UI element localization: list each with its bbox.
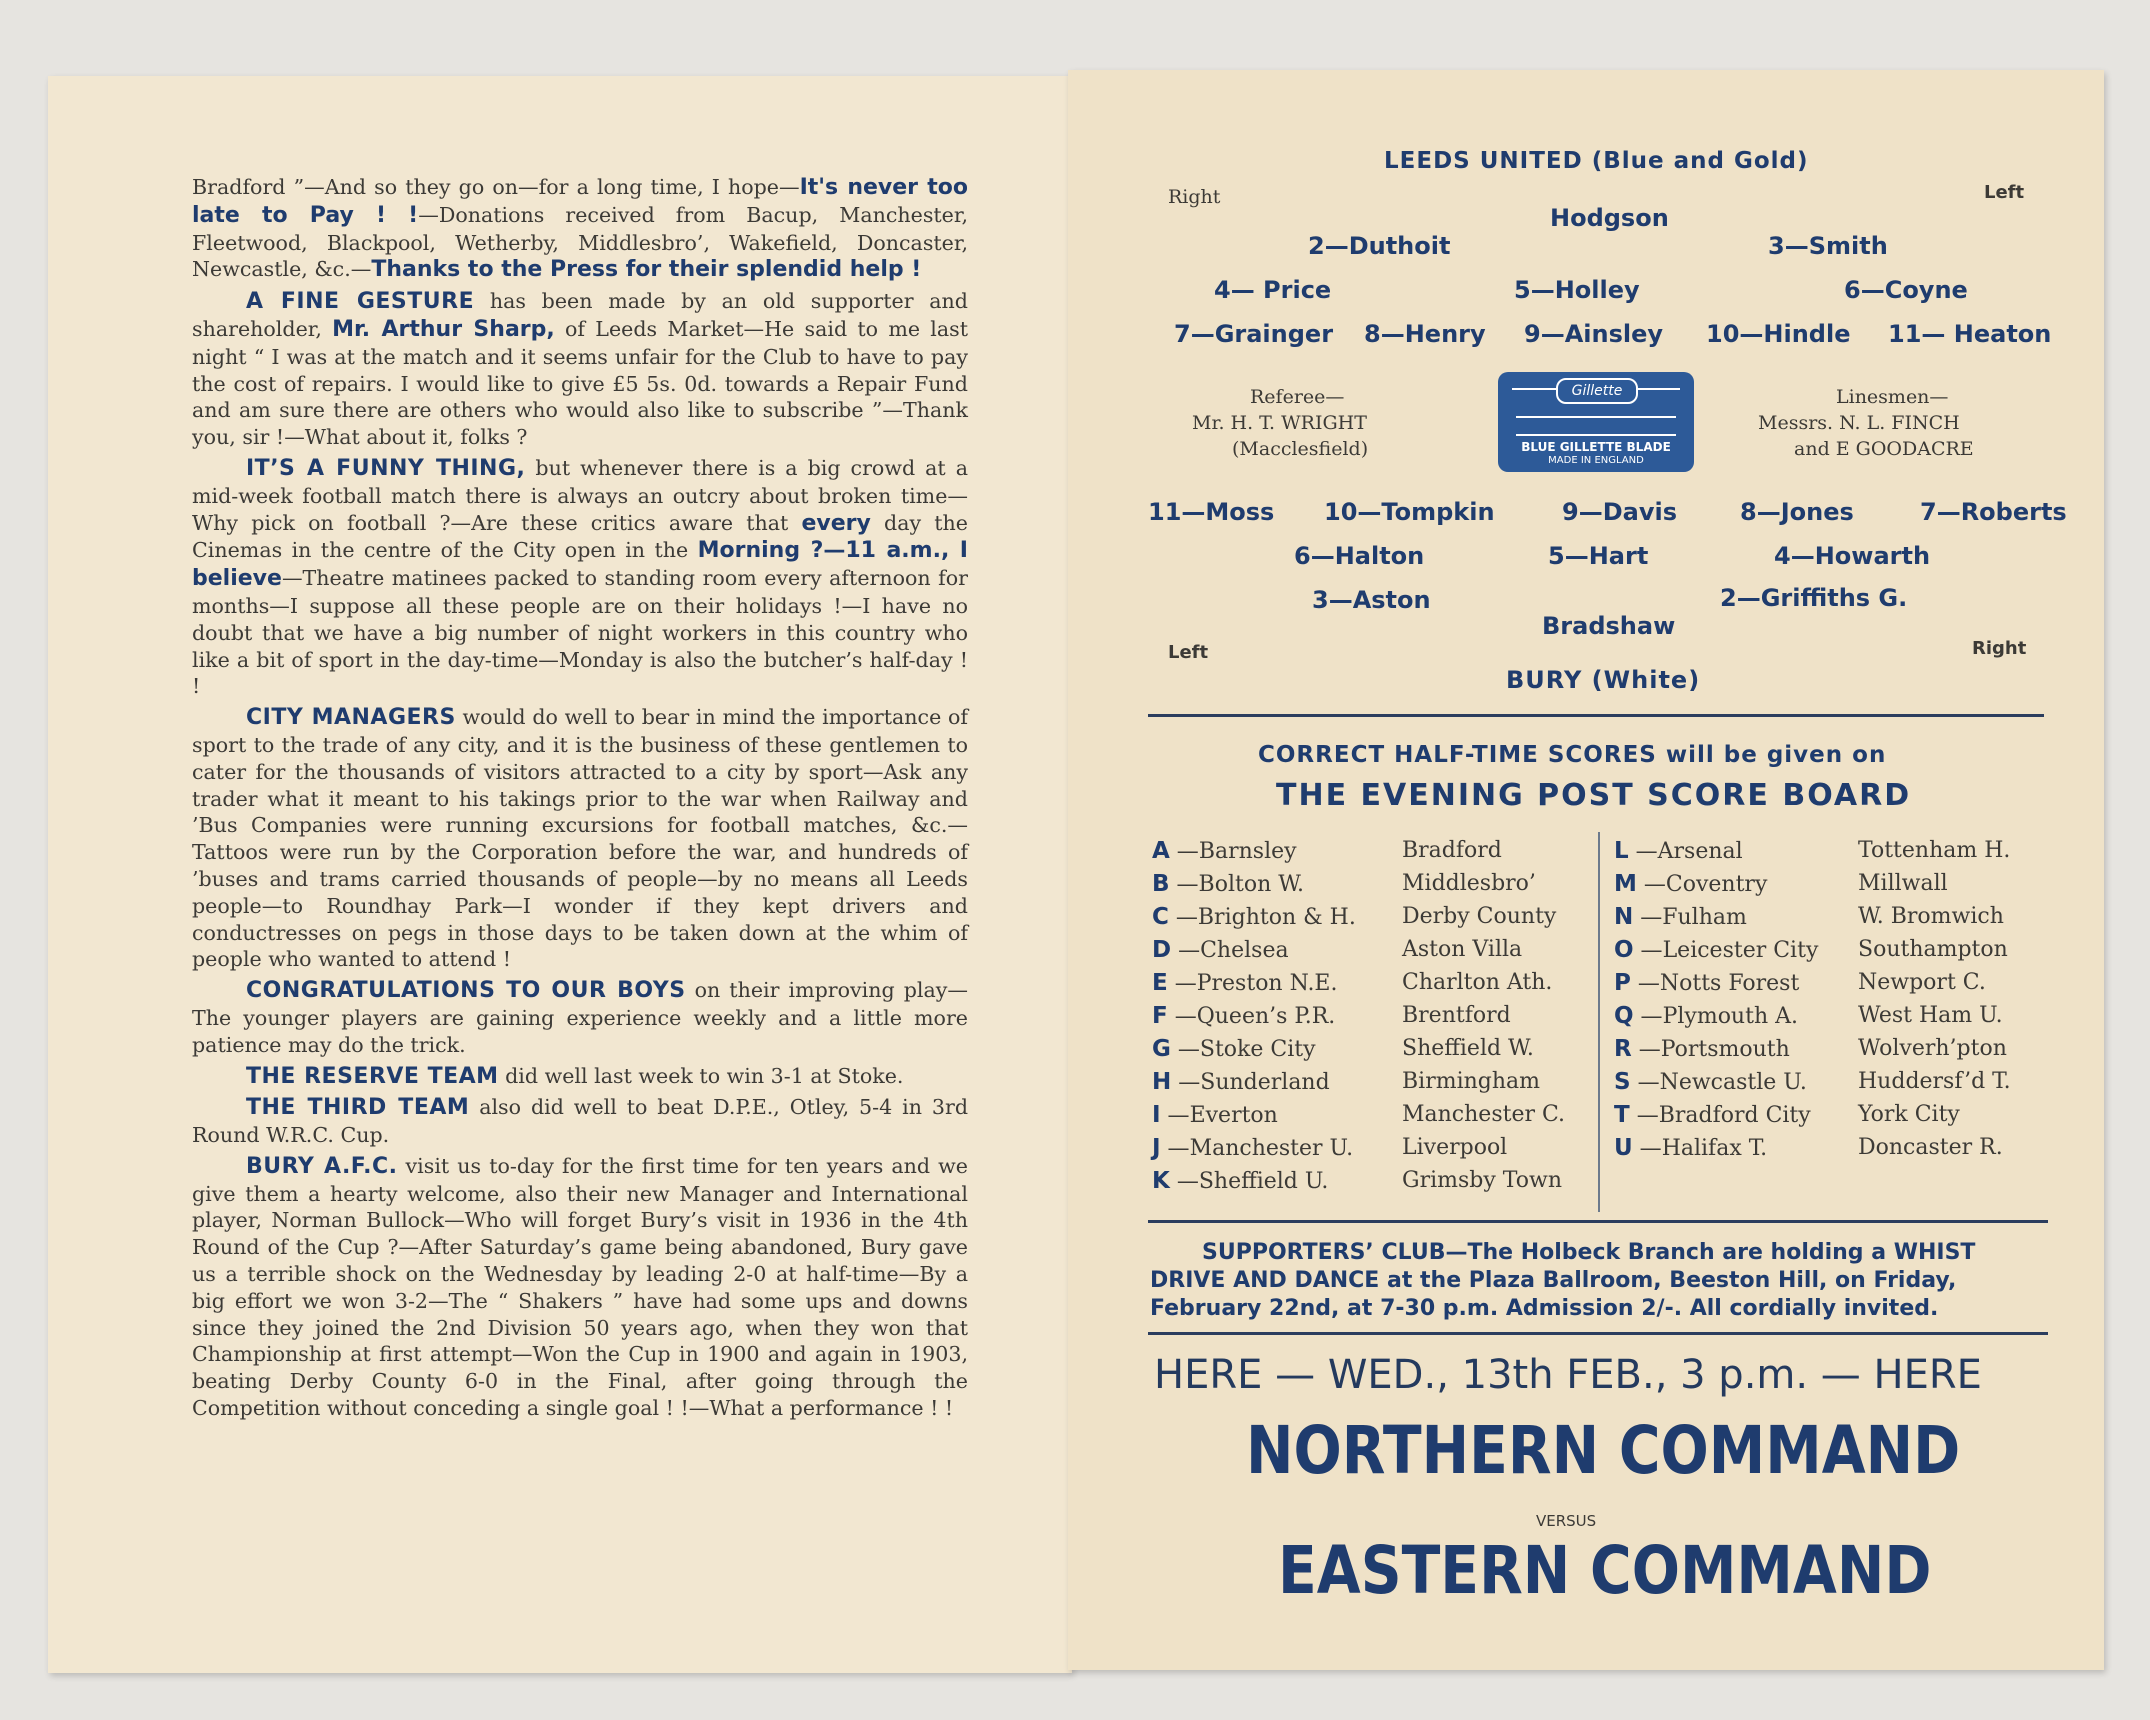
- fixture-dash: —: [1630, 971, 1660, 996]
- fixture-key: G: [1152, 1036, 1171, 1062]
- supporters-line-3: February 22nd, at 7-30 p.m. Admission 2/-. All cordially invited.: [1150, 1296, 1939, 1321]
- body-text: visit us to-day for the first time for ten years and we give them a hearty welcome, also their new Manager and International player, Norman Bullock—Who will forget Bury’s visit in 1936 in the 4th Round of the Cup ?—After Saturday’s game being abandoned, Bury gave us a terrible shock on the Wednesday by leading 2-0 at half-time—By a big effort we won 3-2—The “ Shakers ” have had some ups and downs since they joined the 2nd Division 50 years ago, when they won that Championship at first attempt—Won the Cup in 1900 and again in 1903, beating Derby County 6-0 in the Final, after going through the Competition without conceding a single goal ! !—What a performance ! !: [192, 1153, 968, 1421]
- fixture-home-team: Notts Forest: [1659, 971, 1800, 996]
- fixture-home-team: Bolton W.: [1198, 872, 1304, 897]
- fixture-away-team: West Ham U.: [1858, 1003, 2003, 1028]
- fixture-dash: —: [1171, 938, 1201, 963]
- fixture-key: J: [1152, 1135, 1161, 1161]
- fixture-away-team: Brentford: [1402, 1003, 1511, 1028]
- fixture-home-team: Manchester U.: [1189, 1136, 1354, 1161]
- fixture-home: [1152, 1036, 1316, 1062]
- fixture-key: P: [1614, 970, 1631, 996]
- linesmen-line-1: Messrs. N. L. FINCH: [1758, 412, 1960, 434]
- fixture-dash: —: [1633, 1004, 1663, 1029]
- home-forward-7: 7—Grainger: [1174, 320, 1334, 348]
- home-half-4: 4— Price: [1214, 276, 1332, 304]
- divider-rule: [1148, 1220, 2048, 1223]
- fixture-home: [1614, 937, 1818, 963]
- body-text: would do well to bear in mind the importance of sport to the trade of any city, and it is the business of these gentlemen to cater for the thousands of visitors attracted to a city by sport—Ask any trader what it meant to his takings prior to the war when Railway and ’Bus Companies were running excursions for football matches, &c.—Tattoos were run by the Corporation before the war, and hundreds of ’buses and trams carried thousands of people—by no means all Leeds people—to Roundhay Park—I wonder if they kept drivers and conductresses on pegs in those days to be taken down at the whim of people who wanted to attend !: [192, 705, 968, 972]
- body-text: but whenever there is a big crowd at a mid-week football match there is always an outcry about broken time—Why pick on football ?—Are these critics aware that: [192, 455, 968, 535]
- away-back-2: 2—Griffiths G.: [1720, 584, 1908, 612]
- supporters-line-1: SUPPORTERS’ CLUB—The Holbeck Branch are holding a WHIST: [1202, 1240, 1976, 1265]
- fixture-home-team: Chelsea: [1200, 938, 1289, 963]
- fixture-away-team: Manchester C.: [1402, 1102, 1566, 1127]
- fixtures-column-divider: [1598, 832, 1600, 1212]
- left-page: [48, 76, 1072, 1673]
- section-heading: IT’S A FUNNY THING,: [246, 455, 526, 481]
- body-text: —Donations received from Bacup, Manchester, Fleetwood, Blackpool, Wetherby, Middlesbro’, Wakefield, Doncaster, Newcastle, &c.—: [192, 202, 968, 282]
- body-text: also did well to beat D.P.E., Otley, 5-4 in 3rd Round W.R.C. Cup.: [192, 1095, 969, 1148]
- fixture-away-team: Derby County: [1402, 904, 1557, 929]
- emphasis-text: Morning ?—11 a.m., I believe: [192, 538, 968, 592]
- fixture-away-team: Birmingham: [1402, 1069, 1541, 1094]
- fixture-team-2: EASTERN COMMAND: [1278, 1532, 1932, 1609]
- fixture-key: E: [1152, 970, 1168, 996]
- fixture-home: [1152, 1003, 1335, 1029]
- section-heading: BURY A.F.C.: [246, 1153, 398, 1179]
- away-goalkeeper: Bradshaw: [1542, 612, 1676, 640]
- body-text: has been made by an old supporter and shareholder,: [192, 289, 968, 341]
- away-forward-11: 11—Moss: [1148, 498, 1275, 526]
- away-half-5: 5—Hart: [1548, 542, 1649, 570]
- fixture-dash: —: [1168, 905, 1198, 930]
- fixture-away-team: Sheffield W.: [1402, 1036, 1534, 1061]
- away-back-3: 3—Aston: [1312, 586, 1431, 614]
- notes-paragraph: [192, 977, 968, 1058]
- fixture-dash: —: [1632, 1136, 1662, 1161]
- fixture-home: [1614, 871, 1767, 897]
- emphasis-text: every: [801, 510, 871, 536]
- fixture-home-team: Fulham: [1662, 905, 1747, 930]
- away-forward-10: 10—Tompkin: [1324, 498, 1495, 526]
- right-page: [1068, 70, 2104, 1670]
- fixture-away-team: Millwall: [1858, 871, 1948, 896]
- fixture-home-team: Bradford City: [1658, 1103, 1811, 1128]
- fixture-home-team: Brighton & H.: [1197, 905, 1356, 930]
- section-heading: CONGRATULATIONS TO OUR BOYS: [246, 978, 686, 1004]
- fixture-home: [1152, 1168, 1328, 1194]
- fixture-away-team: W. Bromwich: [1858, 904, 2004, 929]
- fixture-key: B: [1152, 871, 1170, 897]
- fixture-away-team: York City: [1858, 1102, 1960, 1127]
- fixture-dash: —: [1169, 839, 1199, 864]
- body-text: Bradford ”—And so they go on—for a long time, I hope—: [192, 175, 800, 199]
- fixture-key: C: [1152, 904, 1169, 930]
- gillette-logo: Gillette: [1556, 378, 1638, 404]
- body-text: of Leeds Market—He said to me last night “ I was at the match and it seems unfair for the Club to have to pay the cost of repairs. I would like to give £5 5s. 0d. towards a Repair Fund and am sure there are others who would also like to subscribe ”—Thank you, sir !—What about it, folks ?: [192, 316, 969, 450]
- blade-line-2: MADE IN ENGLAND: [1548, 455, 1644, 466]
- gillette-blade-advert: [1498, 372, 1694, 472]
- supporters-line-2: DRIVE AND DANCE at the Plaza Ballroom, Beeston Hill, on Friday,: [1150, 1268, 1957, 1293]
- fixture-home-team: Sunderland: [1200, 1070, 1330, 1095]
- fixture-home-team: Leicester City: [1662, 938, 1819, 963]
- home-forward-10: 10—Hindle: [1706, 320, 1851, 348]
- fixture-home: [1152, 1102, 1278, 1128]
- fixture-home-team: Sheffield U.: [1198, 1169, 1329, 1194]
- fixture-away-team: Doncaster R.: [1858, 1135, 2003, 1160]
- fixture-away-team: Charlton Ath.: [1402, 970, 1553, 995]
- referee-town: (Macclesfield): [1232, 438, 1369, 460]
- home-team-title: LEEDS UNITED (Blue and Gold): [1384, 148, 1809, 174]
- fixture-home: [1614, 1003, 1798, 1029]
- divider-rule: [1148, 1332, 2048, 1335]
- section-heading: CITY MANAGERS: [246, 705, 456, 731]
- fixture-dash: —: [1629, 1103, 1659, 1128]
- fixture-dash: —: [1170, 1037, 1200, 1062]
- fixture-home-team: Stoke City: [1199, 1037, 1316, 1062]
- fixture-away-team: Bradford: [1402, 838, 1502, 863]
- fixture-home: [1152, 937, 1289, 963]
- fixture-home: [1152, 970, 1337, 996]
- fixture-away-team: Wolverh’pton: [1858, 1036, 2007, 1061]
- fixture-home: [1614, 904, 1747, 930]
- notes-column: [192, 174, 968, 1426]
- fixture-team-1: NORTHERN COMMAND: [1246, 1412, 1961, 1489]
- fixture-home-team: Barnsley: [1198, 839, 1297, 864]
- fixture-home: [1614, 1069, 1807, 1095]
- fixture-home-team: Everton: [1189, 1103, 1278, 1128]
- fixture-when: HERE — WED., 13th FEB., 3 p.m. — HERE: [1154, 1352, 1982, 1398]
- fixture-away-team: Southampton: [1858, 937, 2008, 962]
- home-half-5: 5—Holley: [1514, 276, 1640, 304]
- fixture-home: [1614, 838, 1743, 864]
- fixture-key: T: [1614, 1102, 1630, 1128]
- fixture-home: [1614, 970, 1799, 996]
- away-forward-8: 8—Jones: [1740, 498, 1854, 526]
- fixture-key: N: [1614, 904, 1634, 930]
- fixture-away-team: Aston Villa: [1402, 937, 1523, 962]
- home-forward-11: 11— Heaton: [1888, 320, 2052, 348]
- fixture-away-team: Tottenham H.: [1858, 838, 2011, 863]
- fixture-dash: —: [1631, 1037, 1661, 1062]
- fixture-dash: —: [1630, 1070, 1660, 1095]
- fixture-home-team: Queen’s P.R.: [1196, 1004, 1336, 1029]
- fixture-dash: —: [1167, 971, 1197, 996]
- fixture-home-team: Coventry: [1665, 872, 1768, 897]
- fixture-key: D: [1152, 937, 1172, 963]
- fixture-away-team: Liverpool: [1402, 1135, 1508, 1160]
- home-back-2: 2—Duthoit: [1308, 232, 1451, 260]
- fixture-key: K: [1152, 1168, 1170, 1194]
- fixture-key: L: [1614, 838, 1629, 864]
- notes-paragraph: [192, 174, 968, 284]
- fixture-dash: —: [1169, 872, 1199, 897]
- fixture-key: I: [1152, 1102, 1161, 1128]
- notes-paragraph: [192, 455, 968, 700]
- fixture-dash: —: [1167, 1004, 1197, 1029]
- fixture-dash: —: [1160, 1136, 1190, 1161]
- section-heading: THE RESERVE TEAM: [246, 1063, 499, 1089]
- fixture-key: S: [1614, 1069, 1631, 1095]
- fixture-key: Q: [1614, 1003, 1634, 1029]
- scoreboard-line-2: THE EVENING POST SCORE BOARD: [1276, 778, 1912, 813]
- emphasis-text: Thanks to the Press for their splendid help !: [371, 257, 922, 283]
- fixture-home-team: Newcastle U.: [1659, 1070, 1807, 1095]
- fixture-home-team: Portsmouth: [1660, 1037, 1790, 1062]
- fixture-key: F: [1152, 1003, 1168, 1029]
- referee-label: Referee—: [1250, 386, 1345, 408]
- home-forward-9: 9—Ainsley: [1524, 320, 1664, 348]
- body-text: —Theatre matinees packed to standing room every afternoon for months—I suppose all these people are on their holidays !—I have no doubt that we have a big number of night workers in this country who like a bit of sport in the day-time—Monday is also the butcher’s half-day ! !: [192, 566, 968, 699]
- fixture-home: [1152, 904, 1356, 930]
- fixture-dash: —: [1628, 839, 1658, 864]
- fixture-home-team: Halifax T.: [1661, 1136, 1768, 1161]
- blade-slot: [1516, 416, 1676, 436]
- fixture-key: A: [1152, 838, 1170, 864]
- fixture-key: M: [1614, 871, 1637, 897]
- fixture-home: [1614, 1102, 1811, 1128]
- fixture-dash: —: [1171, 1070, 1201, 1095]
- body-text: day the Cinemas in the centre of the City open in the: [192, 510, 968, 563]
- home-goalkeeper: Hodgson: [1550, 204, 1669, 232]
- fixture-versus: VERSUS: [1536, 1512, 1597, 1530]
- fixture-home: [1614, 1135, 1767, 1161]
- fixture-dash: —: [1160, 1103, 1190, 1128]
- home-left-label: Left: [1984, 182, 2025, 203]
- fixture-key: U: [1614, 1135, 1633, 1161]
- section-heading: THE THIRD TEAM: [246, 1095, 470, 1121]
- notes-paragraph: [192, 1153, 968, 1422]
- fixture-home: [1152, 1135, 1353, 1161]
- fixture-dash: —: [1169, 1169, 1199, 1194]
- away-forward-9: 9—Davis: [1562, 498, 1677, 526]
- home-forward-8: 8—Henry: [1364, 320, 1486, 348]
- blade-line-1: BLUE GILLETTE BLADE: [1521, 440, 1671, 454]
- fixture-dash: —: [1633, 905, 1663, 930]
- linesmen-line-2: and E GOODACRE: [1794, 438, 1974, 460]
- section-heading: A FINE GESTURE: [246, 289, 475, 315]
- notes-paragraph: [192, 1063, 968, 1091]
- body-text: on their improving play—The younger players are gaining experience weekly and a little more patience may do the trick.: [192, 978, 968, 1057]
- emphasis-text: Mr. Arthur Sharp,: [332, 316, 555, 342]
- fixture-dash: —: [1636, 872, 1666, 897]
- linesmen-label: Linesmen—: [1836, 386, 1949, 408]
- home-half-6: 6—Coyne: [1844, 276, 1968, 304]
- scoreboard-line-1: CORRECT HALF-TIME SCORES will be given on: [1258, 742, 1887, 768]
- referee-name: Mr. H. T. WRIGHT: [1192, 412, 1367, 434]
- fixture-key: O: [1614, 937, 1634, 963]
- away-half-6: 6—Halton: [1294, 542, 1425, 570]
- fixture-away-team: Huddersf’d T.: [1858, 1069, 2011, 1094]
- away-left-label: Left: [1168, 642, 1209, 663]
- body-text: did well last week to win 3-1 at Stoke.: [498, 1063, 904, 1088]
- home-right-label: Right: [1168, 186, 1221, 208]
- away-forward-7: 7—Roberts: [1920, 498, 2067, 526]
- fixture-away-team: Grimsby Town: [1402, 1168, 1562, 1193]
- fixture-home-team: Arsenal: [1657, 839, 1743, 864]
- fixture-dash: —: [1633, 938, 1663, 963]
- fixture-key: H: [1152, 1069, 1172, 1095]
- fixture-away-team: Newport C.: [1858, 970, 1986, 995]
- away-right-label: Right: [1972, 638, 2027, 659]
- notes-paragraph: [192, 288, 968, 451]
- fixture-home: [1152, 838, 1297, 864]
- emphasis-text: It's never too late to Pay ! !: [192, 175, 968, 228]
- fixture-home-team: Plymouth A.: [1662, 1004, 1798, 1029]
- fixture-home: [1152, 1069, 1330, 1095]
- fixture-home-team: Preston N.E.: [1196, 971, 1338, 996]
- notes-paragraph: [192, 704, 968, 973]
- notes-paragraph: [192, 1094, 968, 1149]
- fixture-home: [1152, 871, 1304, 897]
- home-back-3: 3—Smith: [1768, 232, 1888, 260]
- fixture-away-team: Middlesbro’: [1402, 871, 1536, 896]
- fixture-home: [1614, 1036, 1790, 1062]
- away-team-title: BURY (White): [1506, 666, 1701, 694]
- away-half-4: 4—Howarth: [1774, 542, 1931, 570]
- fixture-key: R: [1614, 1036, 1632, 1062]
- divider-rule: [1148, 714, 2044, 717]
